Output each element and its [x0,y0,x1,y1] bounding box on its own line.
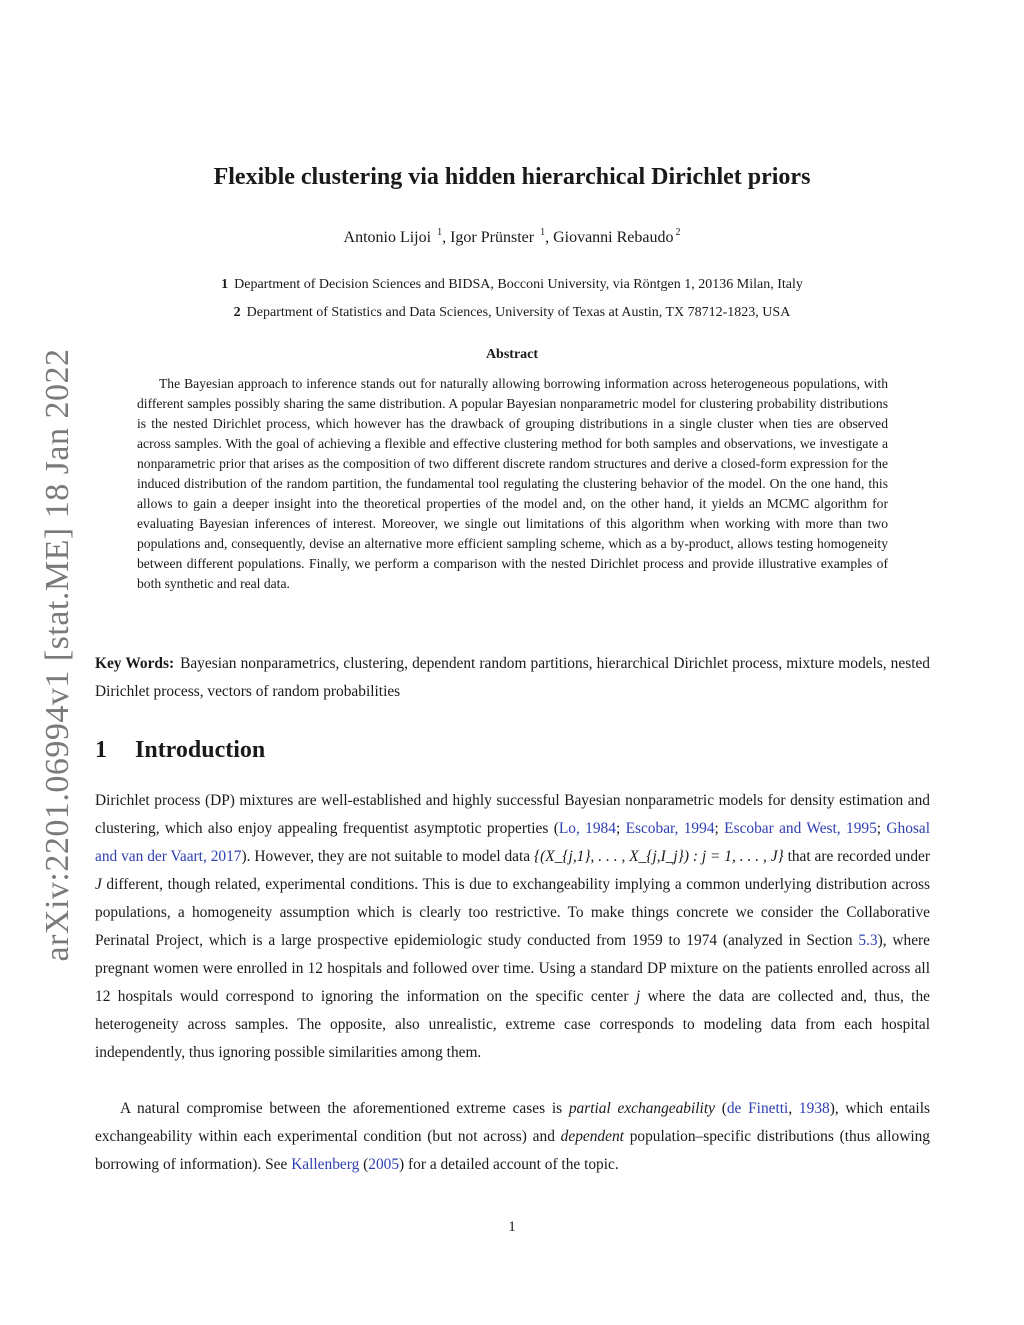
affiliation-2 [0,305,1024,321]
page-number: 1 [508,1219,516,1235]
paragraph-text: ). However, they are not suitable to model data [241,848,535,865]
author-list: Antonio Lijoi $^1$, Igor Prünster $^1$, Giovanni Rebaudo $^2$ [343,227,681,246]
paragraph-text: population–specific distributions (thus allowing borrowing of information). See [95,1128,931,1173]
author-affiliation-mark: 2 [675,227,681,238]
paragraph-text: different, though related, experimental conditions. This is due to exchangeability implying a common underlying distribution across populations, a homogeneity assumption which is clearly too restrictive. To make things concrete we consider the Collaborative Perinatal Project, which is a large prospective epidemiologic study conducted from 1959 to 1974 (analyzed in Section [95,876,930,949]
paragraph-text: A natural compromise between the aforementioned extreme cases is [120,1100,569,1117]
paragraph-text: ; [615,820,626,837]
author-affiliation-mark: 1 [540,227,546,238]
paragraph-text: ), which entails exchangeability within each experimental condition (but not across) and [95,1100,930,1145]
citation-link[interactable]: 1938 [798,1100,830,1117]
paragraph-text: Dirichlet process (DP) mixtures are well-established and highly successful Bayesian nonparametric models for density estimation and clustering, which also enjoy appealing frequentist asymptotic properties ( [95,792,930,837]
citation-link[interactable]: Escobar and West, 1995 [724,820,877,837]
author-name: Giovanni Rebaudo [553,229,674,246]
citation-link[interactable]: de Finetti [726,1100,789,1117]
math-expression: {(X_{j,1}, . . . , X_{j,I_j}) : j = 1, . . . , J} [534,848,784,865]
paragraph-text: ) for a detailed account of the topic. [399,1156,619,1173]
abstract-text: The Bayesian approach to inference stands out for naturally allowing borrowing information across heterogeneous populations, with different samples possibly sharing the same distribution. A popular Bayesian nonparametric model for clustering probability distributions is the nested Dirichlet process, which however has the drawback of grouping distributions in a single cluster when ties are observed across samples. With the goal of achieving a flexible and effective clustering method for both samples and observations, we investigate a nonparametric prior that arises as the composition of two different discrete random structures and derive a closed-form expression for the induced distribution of the random partition, the fundamental tool regulating the clustering behavior of the model. On the one hand, this allows to gain a deeper insight into the theoretical properties of the model and, on the other hand, it yields an MCMC algorithm for evaluating Bayesian inferences of interest. Moreover, we single out limitations of this algorithm when working with more than two populations and, consequently, devise an alternative more efficient sampling scheme, which as a by-product, allows testing homogeneity between different populations. Finally, we perform a comparison with the nested Dirichlet process and provide illustrative examples of both synthetic and real data. [137,376,888,591]
section-number: 1 [95,737,107,763]
section-title: Introduction [135,737,266,763]
emphasized-term: dependent [560,1128,624,1145]
paragraph-text: ( [359,1156,369,1173]
math-expression: j [635,988,641,1005]
affiliation-number: 1 [221,277,229,292]
author-affiliation-mark: 1 [437,227,443,238]
intro-paragraph-1 [95,787,930,1067]
citation-link[interactable]: 2005 [368,1156,400,1173]
keywords [95,650,930,706]
abstract-heading: Abstract [485,347,539,362]
keywords-label: Key Words: [95,655,175,672]
paragraph-text: ; [876,820,887,837]
section-heading [95,737,265,764]
intro-paragraph-2 [95,1095,930,1179]
citation-link[interactable]: Escobar, 1994 [625,820,715,837]
affiliation-number: 2 [233,305,241,320]
emphasized-term: partial exchangeability [568,1100,715,1117]
affiliation-text: Department of Decision Sciences and BIDSA, Bocconi University, via Röntgen 1, 20136 Milan, Italy [234,277,803,292]
section-reference-link[interactable]: 5.3 [858,932,878,949]
affiliation-text: Department of Statistics and Data Sciences, University of Texas at Austin, TX 78712-1823, USA [246,305,791,320]
paragraph-text: where the data are collected and, thus, the heterogeneity across samples. The opposite, also unrealistic, extreme case corresponds to modeling data from each hospital independently, thus ignoring possible similarities among them. [95,988,930,1061]
paragraph-text: ; [714,820,725,837]
math-expression: J [95,876,102,893]
keywords-list: Bayesian nonparametrics, clustering, dependent random partitions, hierarchical Dirichlet process, mixture models, nested Dirichlet process, vectors of random probabilities [95,655,931,700]
affiliation-1 [0,277,1024,293]
paper-title: Flexible clustering via hidden hierarchical Dirichlet priors [213,164,811,190]
author-name: Antonio Lijoi [343,229,432,246]
author-name: Igor Prünster [450,229,535,246]
paragraph-text: ), where pregnant women were enrolled in 12 hospitals and followed over time. Using a standard DP mixture on the patients enrolled across all 12 hospitals would correspond to ignoring the information on the specific center [95,932,930,1005]
citation-link[interactable]: Ghosal and van der Vaart, 2017 [95,820,931,865]
paragraph-text: that are recorded under [783,848,930,865]
paragraph-text: , [788,1100,799,1117]
citation-link[interactable]: Kallenberg [291,1156,360,1173]
citation-link[interactable]: Lo, 1984 [558,820,616,837]
paragraph-text: ( [714,1100,727,1117]
arxiv-identifier-stamp: arXiv:2201.06994v1 [stat.ME] 18 Jan 2022 [39,348,76,962]
